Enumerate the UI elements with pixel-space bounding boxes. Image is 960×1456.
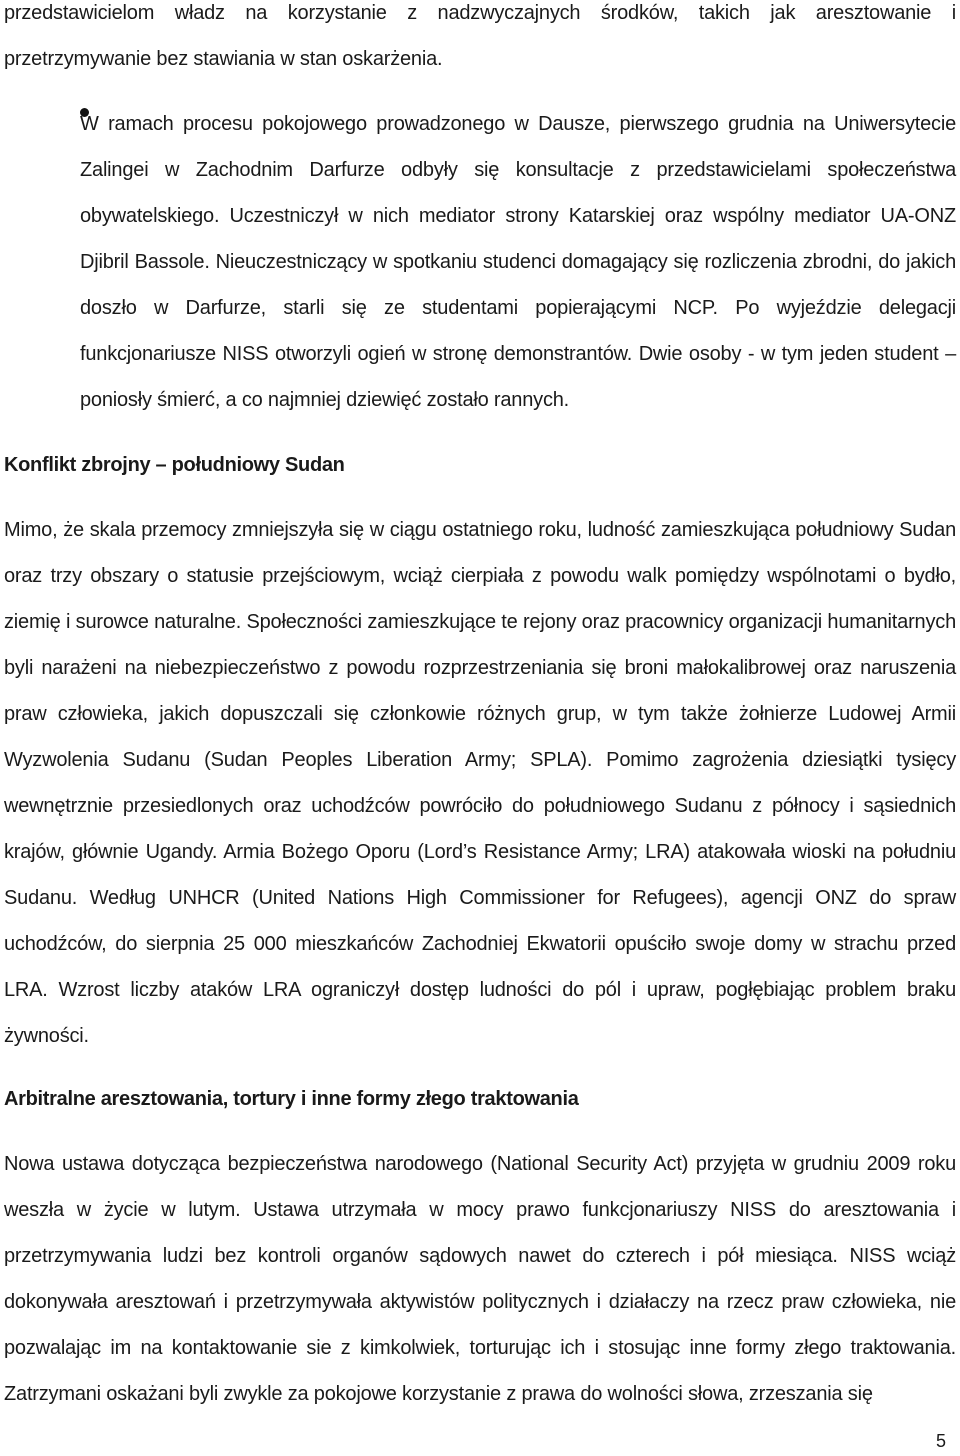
section-paragraph-south-sudan-conflict: Mimo, że skala przemocy zmniejszyła się w ciągu ostatniego roku, ludność zamieszkująca południowy Sudan oraz trzy obszary o statusie przejściowym, wciąż cierpiała z powodu walk pomiędzy wspólnotami o bydło, ziemię i surowce naturalne. Społeczności zamieszkujące te rejony oraz pracownicy organizacji humanitarnych byli narażeni na niebezpieczeństwo z powodu rozprzestrzeniania się broni małokalibrowej oraz naruszenia praw człowieka, jakich dopuszczali się członkowie różnych grup, w tym także żołnierze Ludowej Armii Wyzwolenia Sudanu (Sudan Peoples Liberation Army; SPLA). Pomimo zagrożenia dziesiątki tysięcy wewnętrznie przesiedlonych oraz uchodźców powróciło do południowego Sudanu z północy i sąsiednich krajów, głównie Ugandy. Armia Bożego Oporu (Lord’s Resistance Army; LRA) atakowała wioski na południu Sudanu. Według UNHCR (United Nations High Commissioner for Refugees), agencji ONZ do spraw uchodźców, do sierpnia 25 000 mieszkańców Zachodniej Ekwatorii opuściło swoje domy w strachu przed LRA. Wzrost liczby ataków LRA ograniczył dostęp ludności do pól i upraw, pogłębiając problem braku żywności. [4, 519, 956, 1047]
section-heading-south-sudan-conflict: Konflikt zbrojny – południowy Sudan [4, 454, 345, 476]
bullet-paragraph: W ramach procesu pokojowego prowadzonego w Dausze, pierwszego grudnia na Uniwersytecie Zalingei w Zachodnim Darfurze odbyły się konsultacje z przedstawicielami społeczeństwa obywatelskiego. Uczestniczył w nich mediator strony Katarskiej oraz wspólny mediator UA-ONZ Djibril Bassole. Nieuczestniczący w spotkaniu studenci domagający się rozliczenia zbrodni, do jakich doszło w Darfurze, starli się ze studentami popierającymi NCP. Po wyjeździe delegacji funkcjonariusze NISS otworzyli ogień w stronę demonstrantów. Dwie osoby - w tym jeden student – poniosły śmierć, a co najmniej dziewięć zostało rannych. [80, 113, 956, 411]
section-paragraph-arbitrary-arrests: Nowa ustawa dotycząca bezpieczeństwa narodowego (National Security Act) przyjęta w grudniu 2009 roku weszła w życie w lutym. Ustawa utrzymała w mocy prawo funkcjonariuszy NISS do aresztowania i przetrzymywania ludzi bez kontroli organów sądowych nawet do czterech i pół miesiąca. NISS wciąż dokonywała aresztowań i przetrzymywała aktywistów politycznych i działaczy na rzecz praw człowieka, nie pozwalając im na kontaktowanie sie z kimkolwiek, torturując ich i stosując inne formy złego traktowania. Zatrzymani oskażani byli zwykle za pokojowe korzystanie z prawa do wolności słowa, zrzeszania się [4, 1153, 956, 1405]
continuation-paragraph: przedstawicielom władz na korzystanie z nadzwyczajnych środków, takich jak aresztowanie i przetrzymywanie bez stawiania w stan oskarżenia. [4, 2, 956, 70]
section-heading-arbitrary-arrests: Arbitralne aresztowania, tortury i inne formy złego traktowania [4, 1088, 579, 1110]
page-number: 5 [935, 1431, 946, 1451]
